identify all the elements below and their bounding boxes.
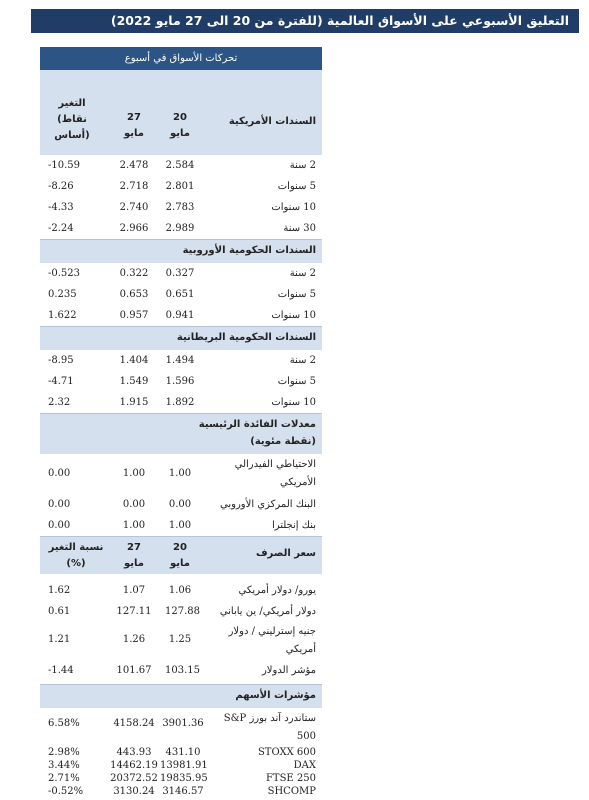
table-cell: 0.61	[48, 606, 71, 617]
table-cell: 27	[127, 542, 141, 553]
table-cell: 2 سنة	[289, 355, 316, 366]
policy-rates-header	[40, 413, 322, 454]
table-cell: 10 سنوات	[271, 310, 316, 321]
table-cell: 0.00	[48, 468, 71, 479]
table-cell: 0.322	[119, 268, 149, 279]
table-row	[40, 746, 322, 759]
table-row	[40, 759, 322, 772]
col-header-may20	[165, 110, 195, 142]
table-cell: 5 سنوات	[277, 181, 316, 192]
table-cell: 2.740	[119, 202, 149, 213]
table-row	[40, 660, 322, 684]
table-cell: 1.00	[122, 520, 146, 531]
table-row	[40, 284, 322, 305]
table-cell: 103.15	[165, 665, 200, 676]
col-header-may27	[116, 110, 152, 142]
table-cell: -8.26	[48, 181, 74, 192]
col-header-may27	[116, 540, 152, 572]
section-title: سعر الصرف	[255, 548, 316, 559]
page-title: التعليق الأسبوعي على الأسواق العالمية (للفترة من 20 الى 27 مايو 2022)	[31, 9, 579, 33]
table-cell: 1.915	[119, 397, 149, 408]
table-row	[40, 350, 322, 371]
table-cell: 30 سنة	[283, 223, 316, 234]
table-row	[40, 155, 322, 176]
table-title: تحركات الأسواق في أسبوع	[40, 47, 322, 70]
col-header-change	[48, 96, 96, 144]
table-cell: 1.00	[168, 468, 192, 479]
table-cell: 127.88	[165, 606, 200, 617]
table-cell: 1.549	[119, 376, 149, 387]
table-row	[40, 580, 322, 601]
table-cell: 0.235	[48, 289, 77, 300]
table-cell: 0.00	[122, 499, 146, 510]
table-row	[40, 392, 322, 413]
table-cell: 500	[296, 731, 316, 742]
table-cell: التغير	[58, 98, 86, 109]
table-cell: 1.596	[165, 376, 195, 387]
table-cell: 1.00	[168, 520, 192, 531]
section-title: مؤشرات الأسهم	[235, 690, 316, 701]
table-cell: 1.404	[119, 355, 149, 366]
table-cell: 0.327	[165, 268, 195, 279]
market-movements-table	[40, 47, 322, 798]
table-row	[40, 197, 322, 218]
table-cell: 0.00	[48, 520, 71, 531]
table-cell: البنك المركزي الأوروبي	[220, 499, 316, 510]
table-cell: -8.95	[48, 355, 74, 366]
uk-bonds-header	[40, 326, 322, 350]
table-cell: 3130.24	[113, 786, 155, 797]
fx-header	[40, 536, 322, 574]
eu-bonds-header	[40, 239, 322, 263]
table-cell: 3901.36	[162, 718, 204, 729]
table-cell: 2 سنة	[289, 268, 316, 279]
table-cell: 2.989	[165, 223, 195, 234]
table-cell: (%)	[66, 558, 86, 569]
table-cell: (نقطة مئوية)	[250, 436, 316, 447]
table-cell: 10 سنوات	[271, 397, 316, 408]
table-cell: 2.718	[119, 181, 149, 192]
table-cell: 101.67	[116, 665, 152, 676]
table-cell: 1.07	[122, 585, 146, 596]
col-header-may20	[165, 540, 195, 572]
table-cell: 1.21	[48, 634, 71, 645]
table-cell: 2.98%	[48, 747, 80, 758]
table-cell: 19835.95	[160, 773, 208, 784]
table-cell: 0.653	[119, 289, 149, 300]
table-cell: 443.93	[116, 747, 152, 758]
table-cell: 10 سنوات	[271, 202, 316, 213]
table-cell: DAX	[293, 760, 316, 771]
table-cell: 3146.57	[162, 786, 204, 797]
table-cell: بنك إنجلترا	[271, 520, 316, 531]
table-cell: 27	[127, 112, 141, 123]
table-cell: 127.11	[116, 606, 152, 617]
table-cell: مايو	[170, 128, 190, 139]
section-title: السندات الحكومية البريطانية	[176, 332, 316, 343]
col-header-change-pct	[46, 540, 106, 572]
table-cell: 2.478	[119, 160, 149, 171]
table-cell: مايو	[170, 558, 190, 569]
table-cell: 0.00	[48, 499, 71, 510]
table-cell: 1.622	[48, 310, 77, 321]
table-cell: 14462.19	[110, 760, 158, 771]
section-title	[199, 416, 316, 450]
table-cell: ستاندرد آند بورز S&P	[223, 713, 316, 724]
table-cell: 4158.24	[113, 718, 155, 729]
table-cell: FTSE 250	[265, 773, 316, 784]
table-cell: 6.58%	[48, 718, 80, 729]
table-cell: 20372.52	[110, 773, 158, 784]
table-cell: مايو	[124, 558, 144, 569]
table-cell: 0.00	[168, 499, 192, 510]
table-cell: -2.24	[48, 223, 74, 234]
table-cell: دولار أمريكي/ ين ياباني	[219, 606, 316, 617]
table-cell: 20	[173, 542, 187, 553]
table-cell: مؤشر الدولار	[261, 665, 316, 676]
table-row	[40, 622, 322, 660]
table-cell: -4.71	[48, 376, 74, 387]
table-cell: SHCOMP	[267, 786, 316, 797]
table-cell: 431.10	[165, 747, 201, 758]
table-cell: 1.26	[122, 634, 146, 645]
table-row	[40, 601, 322, 622]
table-cell: -0.52%	[48, 786, 84, 797]
equity-indices-header	[40, 684, 322, 708]
table-cell: 1.00	[122, 468, 146, 479]
table-cell: -10.59	[48, 160, 81, 171]
table-row	[40, 515, 322, 536]
table-cell: أساس)	[54, 130, 90, 141]
table-cell: 0.957	[119, 310, 149, 321]
table-cell: STOXX 600	[257, 747, 316, 758]
table-cell: 2.966	[119, 223, 149, 234]
table-cell: يورو/ دولار أمريكي	[238, 585, 316, 596]
table-row	[40, 785, 322, 798]
table-row	[40, 772, 322, 785]
table-cell: 5 سنوات	[277, 289, 316, 300]
table-cell: مايو	[124, 128, 144, 139]
table-cell: 1.06	[168, 585, 192, 596]
table-cell: (نقاط	[57, 114, 87, 125]
table-row	[40, 176, 322, 197]
table-row	[40, 708, 322, 746]
table-cell: 1.25	[168, 634, 192, 645]
table-cell: -0.523	[48, 268, 81, 279]
table-cell: 1.892	[165, 397, 195, 408]
table-cell: 5 سنوات	[277, 376, 316, 387]
table-cell: 2.71%	[48, 773, 80, 784]
table-row	[40, 454, 322, 494]
table-cell: 20	[173, 112, 187, 123]
table-cell: نسبة التغير	[48, 542, 104, 553]
table-row	[40, 494, 322, 515]
table-cell: 0.651	[165, 289, 195, 300]
table-row	[40, 305, 322, 326]
section-title: السندات الأمريكية	[228, 116, 316, 127]
table-cell: 1.62	[48, 585, 71, 596]
table-cell: 0.941	[165, 310, 195, 321]
table-cell: معدلات الفائدة الرئيسية	[198, 419, 316, 430]
table-cell: 2.783	[165, 202, 195, 213]
table-cell: 2.32	[48, 397, 71, 408]
table-cell: -4.33	[48, 202, 74, 213]
us-bonds-header	[40, 70, 322, 155]
table-row	[40, 218, 322, 239]
table-cell: 2.801	[165, 181, 195, 192]
table-cell: 13981.91	[160, 760, 208, 771]
table-cell: الاحتياطي الفيدرالي	[234, 459, 316, 470]
table-cell: أمريكي	[285, 644, 316, 655]
section-title: السندات الحكومية الأوروبية	[182, 245, 316, 256]
table-cell: 2.584	[165, 160, 195, 171]
table-cell: -1.44	[48, 665, 74, 676]
table-cell: جنيه إسترليني / دولار	[228, 626, 316, 637]
table-cell: 3.44%	[48, 760, 80, 771]
table-row	[40, 371, 322, 392]
table-row	[40, 263, 322, 284]
table-cell: الأمريكي	[280, 477, 316, 488]
table-cell: 1.494	[165, 355, 195, 366]
table-cell: 2 سنة	[289, 160, 316, 171]
